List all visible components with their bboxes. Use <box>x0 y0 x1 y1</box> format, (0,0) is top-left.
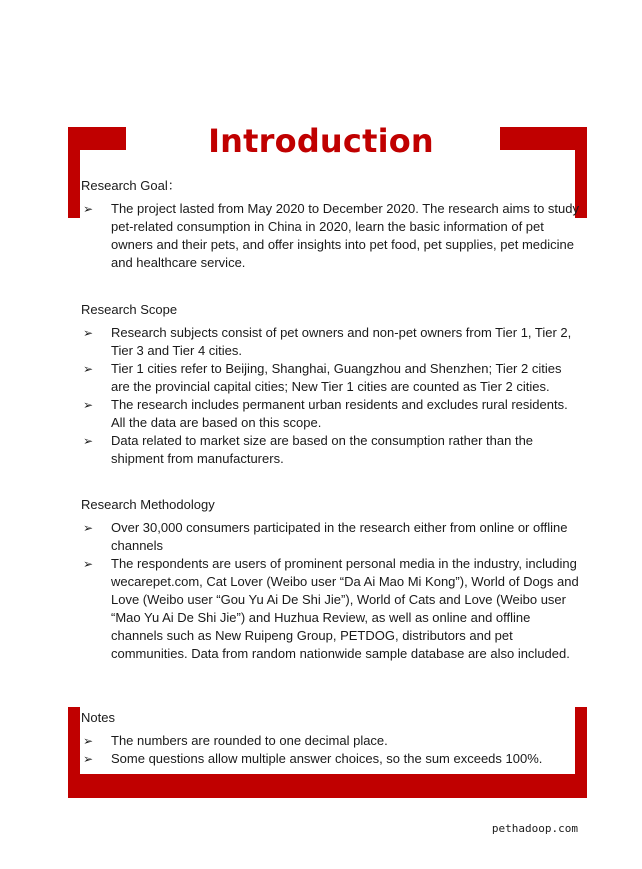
list-item-text: The research includes permanent urban residents and excludes rural residents. All the data are based on this scope. <box>111 397 568 430</box>
list-item-text: Research subjects consist of pet owners and non-pet owners from Tier 1, Tier 2, Tier 3 and Tier 4 cities. <box>111 325 572 358</box>
list-item-text: Data related to market size are based on the consumption rather than the shipment from manufacturers. <box>111 433 534 466</box>
source-footer: pethadoop.com <box>491 822 578 835</box>
list-item-text: The respondents are users of prominent personal media in the industry, including wecarepet.com, Cat Lover (Weibo user “Da Ai Mao Mi Kong”), World of Dogs and Love (Weibo user “Gou Yu Ai De Shi Jie”), World of Cats and Love (Weibo user “Mao Yu Ai De Shi Jie”) and Huzhua Review, as well as online and offline channels such as New Ruipeng Group, PETDOG, distributors and pet communities. Data from random nationwide sample database are also included. <box>111 556 579 661</box>
list-item-text: The project lasted from May 2020 to December 2020. The research aims to study pet-related consumption in China in 2020, learn the basic information of pet owners and their pets, and offer insights into pet food, pet supplies, pet medicine and healthcare service. <box>111 201 579 270</box>
research-methodology-list <box>81 519 581 663</box>
arrowhead-bullet-icon: ➢ <box>83 557 94 571</box>
list-item <box>81 519 581 555</box>
bottom-bracket-horizontal <box>68 774 587 798</box>
notes-section <box>81 709 581 768</box>
list-item <box>81 200 581 272</box>
list-item-text: Tier 1 cities refer to Beijing, Shanghai, Guangzhou and Shenzhen; Tier 2 cities are the provincial capital cities; New Tier 1 cities are counted as Tier 2 cities. <box>111 361 562 394</box>
list-item-text: The numbers are rounded to one decimal place. <box>111 733 388 748</box>
arrowhead-bullet-icon: ➢ <box>83 434 94 448</box>
arrowhead-bullet-icon: ➢ <box>83 734 94 748</box>
list-item <box>81 360 581 396</box>
research-goal-list <box>81 200 581 272</box>
list-item <box>81 732 581 750</box>
list-item <box>81 432 581 468</box>
notes-list <box>81 732 581 768</box>
research-scope-list <box>81 324 581 468</box>
list-item <box>81 555 581 663</box>
list-item <box>81 750 581 768</box>
research-methodology-section <box>81 496 581 663</box>
list-item <box>81 324 581 360</box>
notes-heading: Notes <box>81 710 115 725</box>
research-goal-section <box>81 177 581 272</box>
arrowhead-bullet-icon: ➢ <box>83 362 94 376</box>
arrowhead-bullet-icon: ➢ <box>83 752 94 766</box>
arrowhead-bullet-icon: ➢ <box>83 398 94 412</box>
research-goal-heading: Research Goal： <box>81 178 181 193</box>
research-methodology-heading: Research Methodology <box>81 497 215 512</box>
list-item-text: Some questions allow multiple answer choices, so the sum exceeds 100%. <box>111 751 543 766</box>
arrowhead-bullet-icon: ➢ <box>83 521 94 535</box>
page-title: Introduction <box>208 122 434 160</box>
research-scope-section <box>81 301 581 468</box>
research-scope-heading: Research Scope <box>81 302 178 317</box>
list-item <box>81 396 581 432</box>
arrowhead-bullet-icon: ➢ <box>83 326 94 340</box>
list-item-text: Over 30,000 consumers participated in the research either from online or offline channels <box>111 520 568 553</box>
arrowhead-bullet-icon: ➢ <box>83 202 94 216</box>
